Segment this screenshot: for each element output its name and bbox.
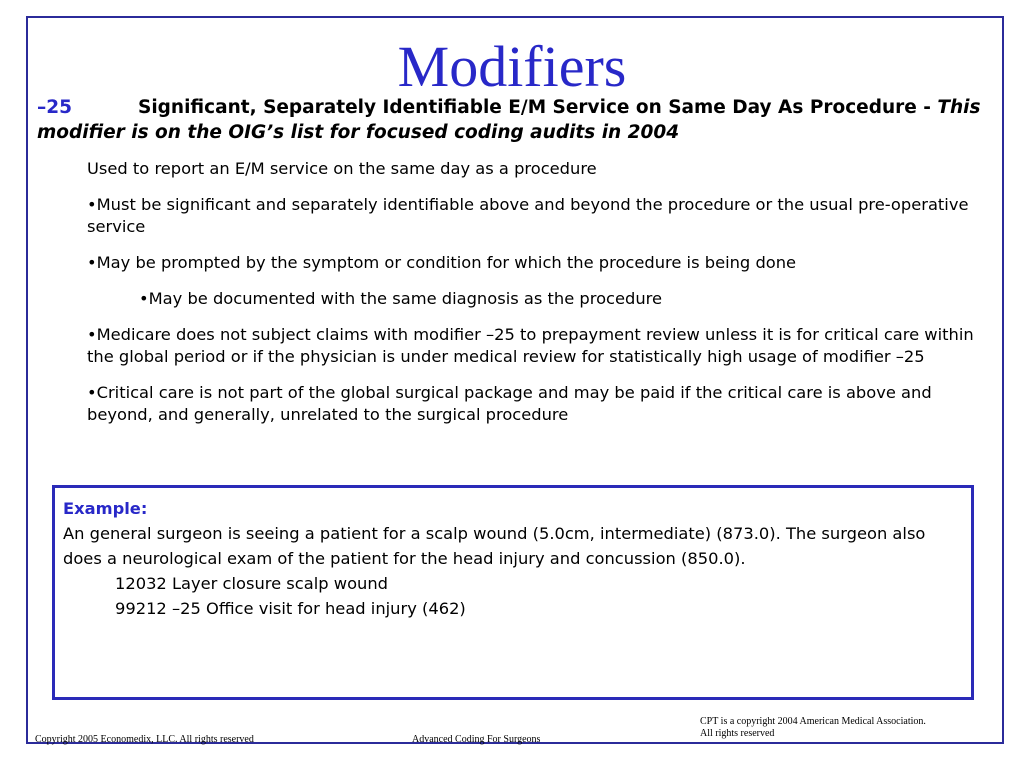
sub-bullet-item: •May be documented with the same diagnosis as the procedure (139, 289, 663, 308)
slide-title: Modifiers (397, 34, 627, 99)
bullet-item: •May be prompted by the symptom or condition for which the procedure is being done (87, 253, 797, 272)
footer-cpt-line: CPT is a copyright 2004 American Medical Association. (700, 716, 926, 727)
modifier-heading (37, 95, 997, 145)
example-code-line: 12032 Layer closure scalp wound (115, 574, 388, 593)
oig-note: This modifier is on the OIG’s list for focused coding audits in 2004 (37, 97, 981, 143)
example-text: An general surgeon is seeing a patient for a scalp wound (5.0cm, intermediate) (873.0). The surgeon also does a neurological exam of the patient for the head injury and concussion (850.0). (63, 524, 926, 568)
footer-copyright: Copyright 2005 Economedix, LLC. All rights reserved (35, 734, 254, 745)
slide-body (87, 158, 992, 440)
footer-cpt-line: All rights reserved (700, 728, 775, 739)
bullet-item: •Medicare does not subject claims with modifier –25 to prepayment review unless it is for critical care within the global period or if the physician is under medical review for statistically high usage of modifier –25 (87, 325, 974, 366)
body-paragraph: Used to report an E/M service on the same day as a procedure (87, 159, 597, 178)
footer-cpt-notice (700, 716, 980, 740)
footer-course-title: Advanced Coding For Surgeons (412, 734, 541, 745)
modifier-description: Significant, Separately Identifiable E/M Service on Same Day As Procedure - (138, 97, 938, 118)
example-box (52, 485, 974, 700)
bullet-item: •Critical care is not part of the global surgical package and may be paid if the critical care is above and beyond, and generally, unrelated to the surgical procedure (87, 383, 932, 424)
example-label: Example: (63, 499, 148, 518)
bullet-item: •Must be significant and separately identifiable above and beyond the procedure or the usual pre-operative service (87, 195, 969, 236)
modifier-code: –25 (37, 97, 72, 118)
example-code-line: 99212 –25 Office visit for head injury (462) (115, 599, 466, 618)
